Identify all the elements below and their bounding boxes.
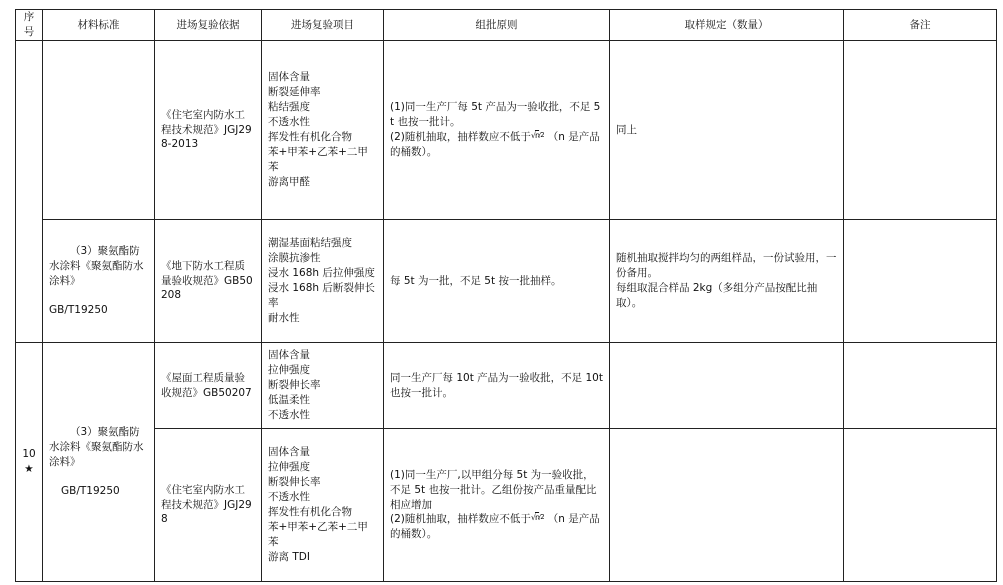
material-cell: [43, 343, 155, 582]
items-cell: 固体含量 断裂延伸率 粘结强度 不透水性 挥发性有机化合物 苯+甲苯+乙苯+二甲苯 游离甲醛: [262, 41, 384, 220]
batching-suffix: （n 是产品的桶数）。: [390, 513, 600, 541]
material-cell: [43, 220, 155, 343]
inspection-table: [15, 9, 997, 582]
sqrt-icon: [531, 513, 539, 522]
material-code: GB/T19250: [49, 303, 108, 316]
remarks-cell: [844, 41, 997, 220]
batching-suffix: （n 是产品的桶数）。: [390, 131, 600, 158]
batching-cell: 同一生产厂每 10t 产品为一验收批，不足 10t 也按一批计。: [384, 343, 610, 429]
sampling-cell: [610, 429, 844, 582]
remarks-cell: [844, 429, 997, 582]
table-row: [16, 41, 997, 220]
header-row: [16, 10, 997, 41]
items-cell: 固体含量 拉伸强度 断裂伸长率 低温柔性 不透水性: [262, 343, 384, 429]
basis-cell: 《住宅室内防水工程技术规范》JGJ298-2013: [155, 41, 262, 220]
batching-line-2: [390, 512, 603, 542]
header-basis: 进场复验依据: [155, 10, 262, 41]
sqrt-sign: √: [530, 131, 535, 140]
sampling-cell: 随机抽取搅拌均匀的两组样品，一份试验用，一份备用。 每组取混合样品 2kg（多组分产品按配比抽取）。: [610, 220, 844, 343]
sqrt-arg: n: [534, 513, 540, 523]
material-title: （3）聚氨酯防水涂料《聚氨酯防水涂料》: [49, 245, 144, 287]
batching-text: (2)随机抽取，抽样数应不低于: [390, 131, 531, 143]
sqrt-arg: n: [534, 131, 540, 140]
batching-line-2: [390, 130, 603, 160]
fraction-sep: ⁄: [539, 131, 541, 139]
basis-cell: 《地下防水工程质量验收规范》GB50208: [155, 220, 262, 343]
batching-cell: [384, 41, 610, 220]
header-material-standard: 材料标准: [43, 10, 155, 41]
sampling-cell: [610, 343, 844, 429]
header-sampling: 取样规定（数量）: [610, 10, 844, 41]
header-batching: 组批原则: [384, 10, 610, 41]
material-code: GB/T19250: [61, 484, 120, 497]
remarks-cell: [844, 220, 997, 343]
sqrt-icon: [531, 131, 539, 140]
batching-cell: 每 5t 为一批，不足 5t 按一批抽样。: [384, 220, 610, 343]
fraction-icon: [539, 131, 545, 139]
table-row: [16, 429, 997, 582]
material-cell-blank: [43, 41, 155, 220]
items-cell: 固体含量 拉伸强度 断裂伸长率 不透水性 挥发性有机化合物 苯+甲苯+乙苯+二甲苯 游离 TDI: [262, 429, 384, 582]
material-title: （3）聚氨酯防水涂料《聚氨酯防水涂料》: [49, 426, 144, 468]
remarks-cell: [844, 343, 997, 429]
fraction-den: 2: [540, 513, 545, 522]
header-items: 进场复验项目: [262, 10, 384, 41]
batching-cell: [384, 429, 610, 582]
batching-line-1: (1)同一生产厂,以甲组分每 5t 为一验收批，不足 5t 也按一批计。乙组份按产品重量配比相应增加: [390, 468, 597, 511]
table-row: [16, 220, 997, 343]
sqrt-sign: √: [530, 513, 535, 523]
index-cell: 10 ★: [16, 343, 43, 582]
basis-cell: 《屋面工程质量验收规范》GB50207: [155, 343, 262, 429]
fraction-sep: ⁄: [539, 513, 541, 522]
table-row: [16, 343, 997, 429]
batching-line-1: (1)同一生产厂每 5t 产品为一验收批，不足 5t 也按一批计。: [390, 101, 601, 129]
sampling-cell: 同上: [610, 41, 844, 220]
header-remarks: 备注: [844, 10, 997, 41]
batching-text: (2)随机抽取，抽样数应不低于: [390, 513, 531, 526]
fraction-den: 2: [540, 131, 545, 139]
index-cell-blank: [16, 41, 43, 343]
fraction-icon: [539, 513, 545, 521]
items-cell: 潮湿基面粘结强度 涂膜抗渗性 浸水 168h 后拉伸强度 浸水 168h 后断裂伸长率 耐水性: [262, 220, 384, 343]
basis-cell: 《住宅室内防水工程技术规范》JGJ298: [155, 429, 262, 582]
header-index: 序 号: [16, 10, 43, 41]
